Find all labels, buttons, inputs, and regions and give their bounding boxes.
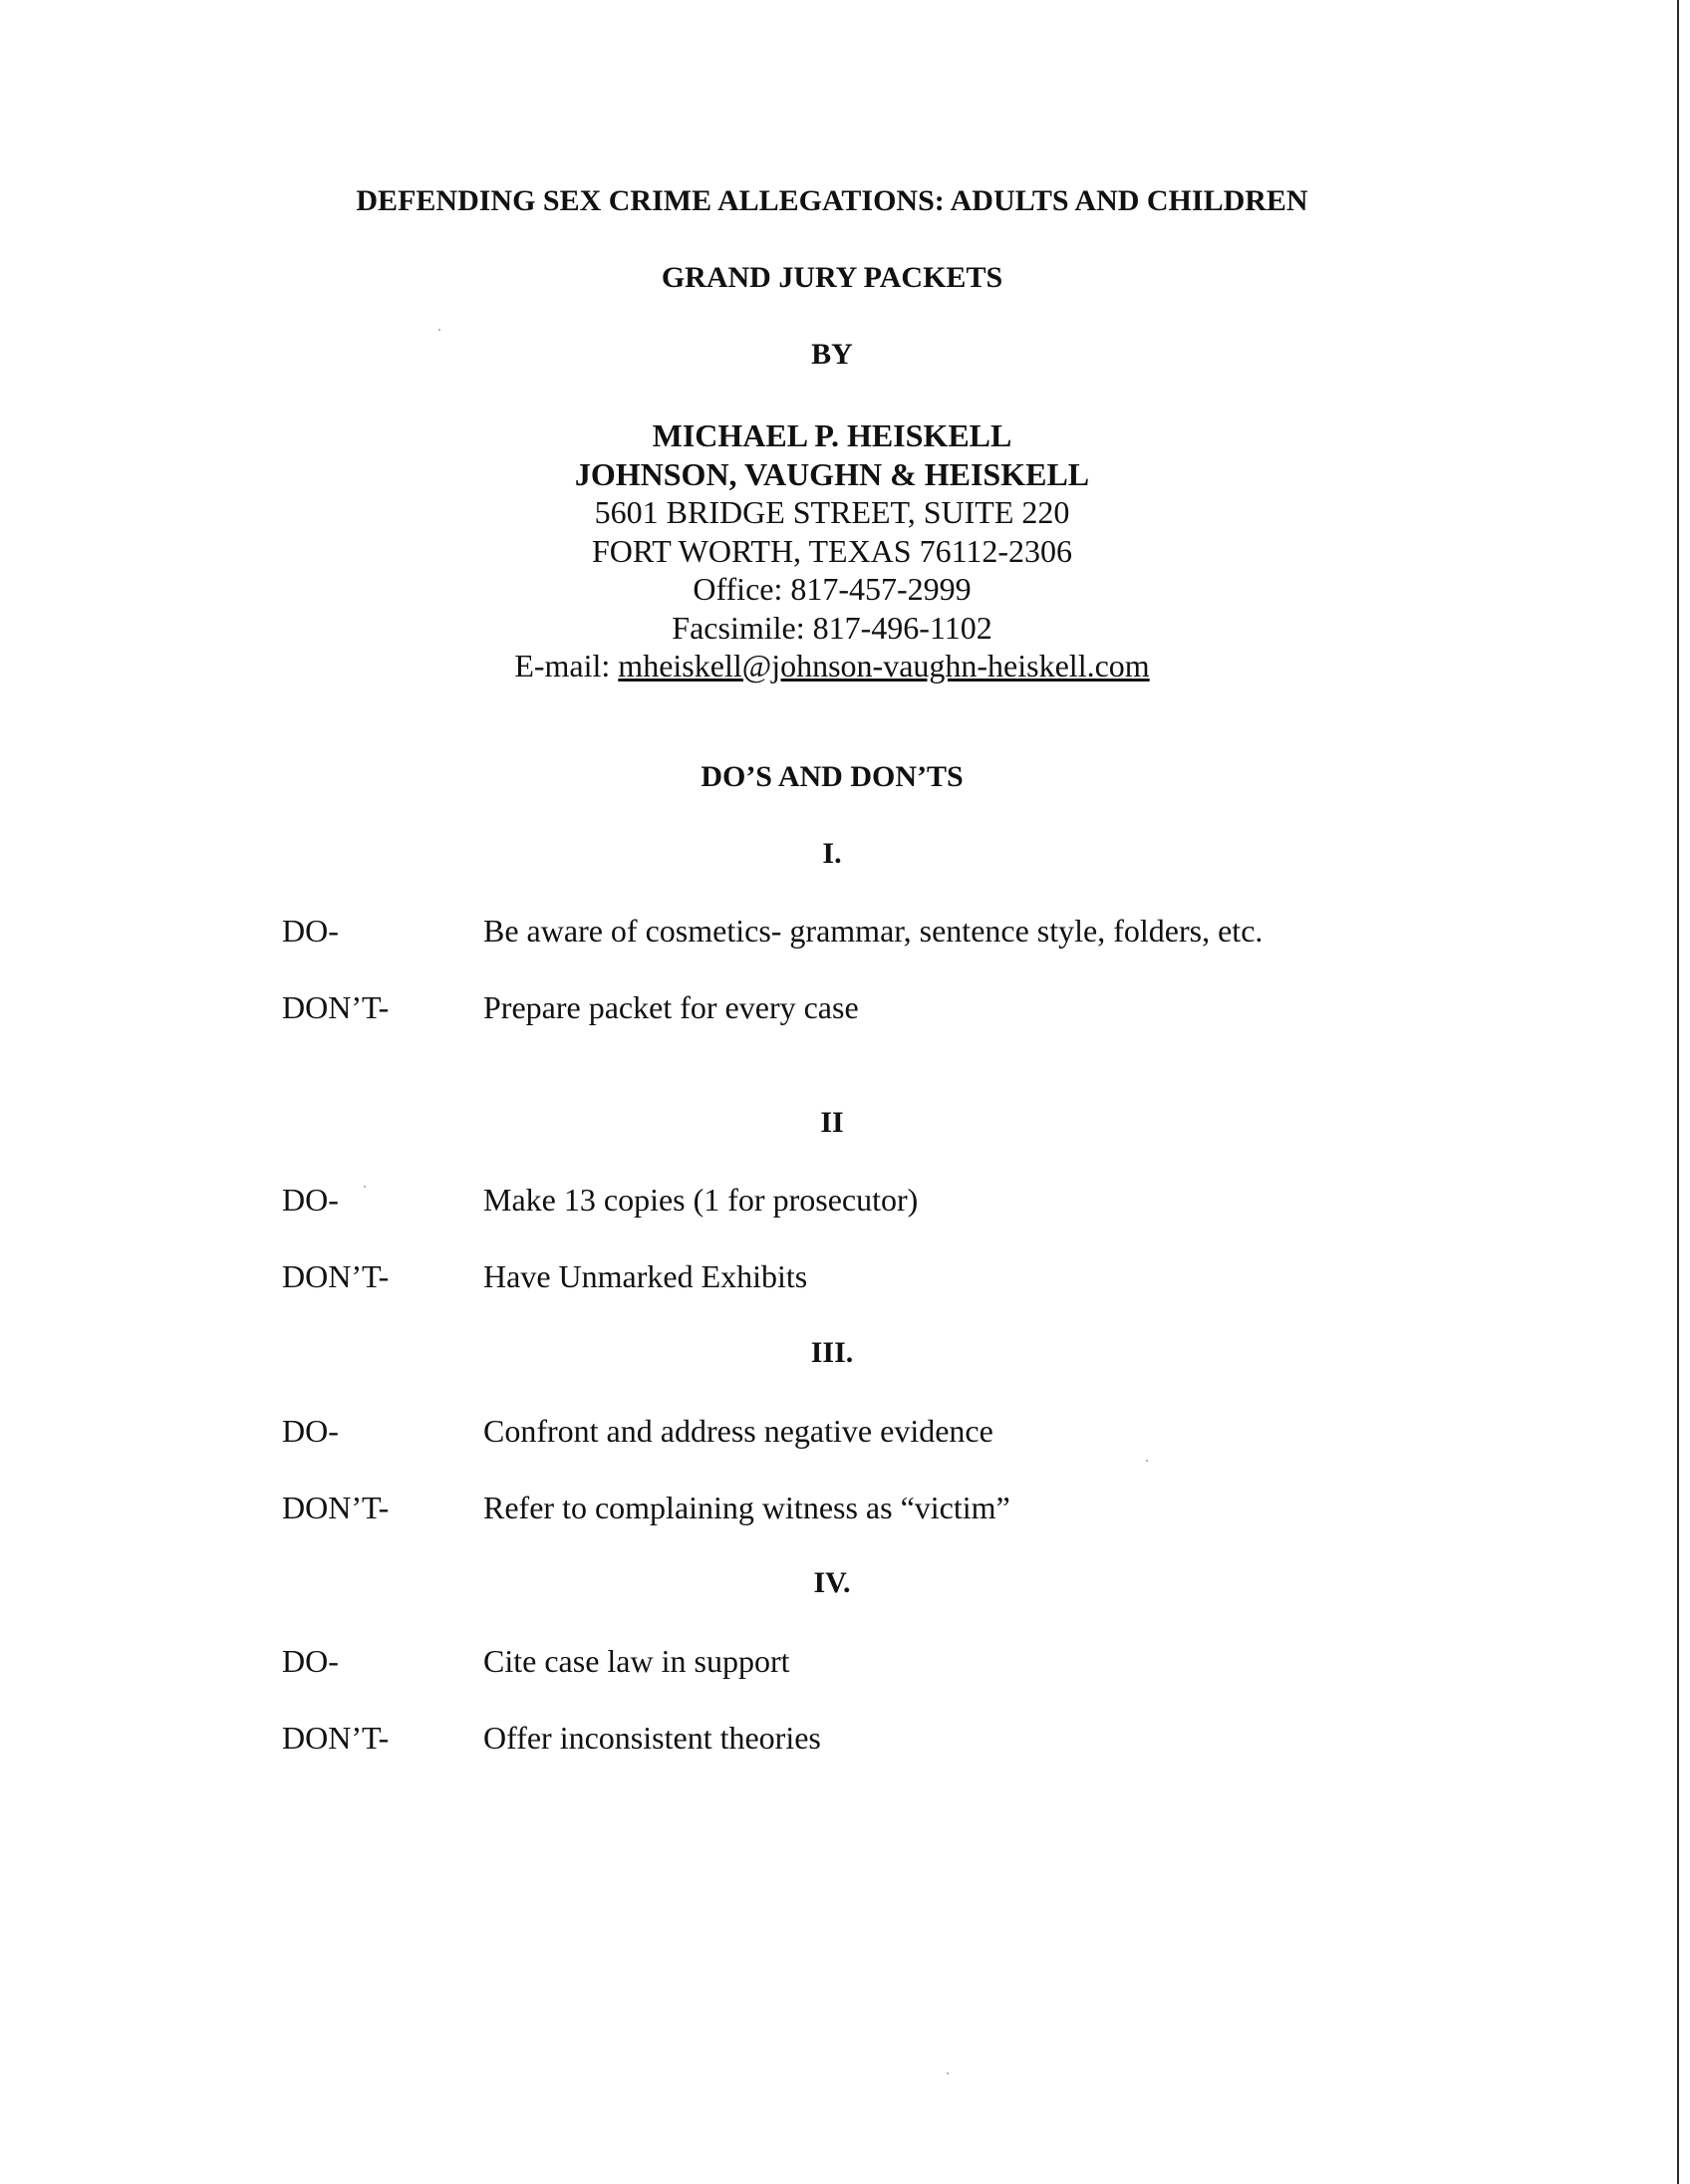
do-text: Be aware of cosmetics- grammar, sentence style, folders, etc.: [483, 913, 1264, 949]
do-text: Cite case law in support: [483, 1643, 790, 1679]
author-block: [0, 416, 1664, 685]
dont-label: DON’T-: [282, 1490, 390, 1525]
author-city: FORT WORTH, TEXAS 76112-2306: [591, 532, 1073, 569]
dont-text: Offer inconsistent theories: [483, 1720, 821, 1756]
author-fax: Facsimile: 817-496-1102: [672, 609, 992, 646]
scan-speck: [364, 1186, 366, 1188]
document-subtitle: GRAND JURY PACKETS: [661, 261, 1003, 294]
byline-label: BY: [811, 338, 853, 371]
author-office-phone: Office: 817-457-2999: [693, 571, 972, 607]
do-label: DO-: [282, 1182, 339, 1218]
document-title: DEFENDING SEX CRIME ALLEGATIONS: ADULTS AND CHILDREN: [356, 184, 1308, 217]
do-label: DO-: [282, 1413, 339, 1449]
dont-text: Have Unmarked Exhibits: [483, 1258, 808, 1294]
section-numeral-1: I.: [822, 837, 842, 870]
author-street: 5601 BRIDGE STREET, SUITE 220: [594, 494, 1070, 530]
scan-speck: [438, 329, 440, 331]
scan-edge-line: [1677, 0, 1679, 2184]
do-label: DO-: [282, 913, 339, 949]
dont-text: Prepare packet for every case: [483, 989, 859, 1025]
section-numeral-4: IV.: [813, 1566, 851, 1599]
section-numeral-2: II: [820, 1106, 844, 1139]
scan-speck: [1146, 1460, 1148, 1462]
do-text: Confront and address negative evidence: [483, 1413, 993, 1449]
dont-text: Refer to complaining witness as “victim”: [483, 1490, 1010, 1525]
email-link[interactable]: mheiskell@johnson-vaughn-heiskell.com: [618, 648, 1150, 683]
section-heading: DO’S AND DON’TS: [701, 760, 964, 793]
author-firm: JOHNSON, VAUGHN & HEISKELL: [574, 455, 1090, 492]
dont-label: DON’T-: [282, 1720, 390, 1756]
author-name: MICHAEL P. HEISKELL: [652, 417, 1012, 453]
do-label: DO-: [282, 1643, 339, 1679]
dont-label: DON’T-: [282, 1258, 390, 1294]
section-numeral-3: III.: [810, 1336, 854, 1369]
do-text: Make 13 copies (1 for prosecutor): [483, 1182, 919, 1218]
author-email-line: [0, 647, 1664, 685]
email-label: E-mail:: [514, 648, 619, 683]
dont-label: DON’T-: [282, 989, 390, 1025]
scan-speck: [947, 2072, 949, 2074]
